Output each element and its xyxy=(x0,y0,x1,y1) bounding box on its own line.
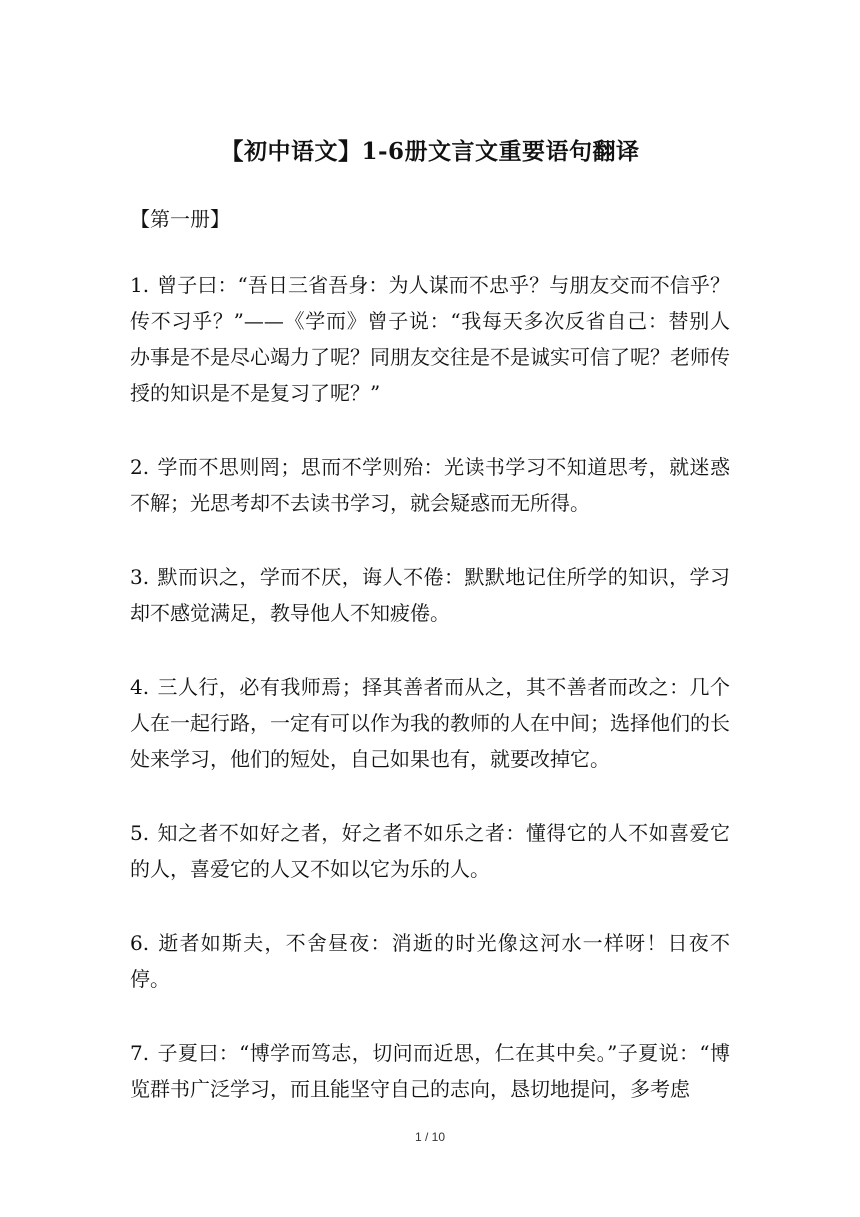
item-text: 子夏曰：“博学而笃志，切问而近思，仁在其中矣。”子夏说：“博览群书广泛学习，而且能坚守自己的志向，恳切地提问，多考虑 xyxy=(130,1041,730,1101)
item-text: 默而识之，学而不厌，诲人不倦：默默地记住所学的知识，学习却不感觉满足，教导他人不知疲倦。 xyxy=(130,565,730,625)
item-text: 曾子曰：“吾日三省吾身：为人谋而不忠乎？与朋友交而不信乎？传不习乎？”——《学而》曾子说：“我每天多次反省自己：替别人办事是不是尽心竭力了呢？同朋友交往是不是诚实可信了呢？老师传授的知识是不是复习了呢？” xyxy=(130,273,730,405)
list-item xyxy=(130,1035,730,1107)
item-number: 7. xyxy=(130,1041,150,1065)
item-text: 逝者如斯夫，不舍昼夜：消逝的时光像这河水一样呀！日夜不停。 xyxy=(130,931,730,991)
item-text: 学而不思则罔；思而不学则殆：光读书学习不知道思考，就迷惑不解；光思考却不去读书学习，就会疑惑而无所得。 xyxy=(130,455,730,515)
item-number: 1. xyxy=(130,273,150,297)
list-item xyxy=(130,559,730,631)
item-number: 3. xyxy=(130,565,150,589)
list-item xyxy=(130,669,730,777)
list-item xyxy=(130,815,730,887)
page-number: 1 / 10 xyxy=(414,1130,446,1144)
section-heading: 【第一册】 xyxy=(130,207,230,231)
page-title: 【初中语文】1-6册文言文重要语句翻译 xyxy=(220,138,640,165)
list-item xyxy=(130,449,730,521)
item-number: 4. xyxy=(130,675,150,699)
item-text: 三人行，必有我师焉；择其善者而从之，其不善者而改之：几个人在一起行路，一定有可以作为我的教师的人在中间；选择他们的长处来学习，他们的短处，自己如果也有，就要改掉它。 xyxy=(130,675,730,771)
translation-list xyxy=(130,267,730,1145)
list-item xyxy=(130,925,730,997)
item-number: 5. xyxy=(130,821,150,845)
item-number: 2. xyxy=(130,455,150,479)
item-number: 6. xyxy=(130,931,150,955)
item-text: 知之者不如好之者，好之者不如乐之者：懂得它的人不如喜爱它的人，喜爱它的人又不如以它为乐的人。 xyxy=(130,821,730,881)
list-item xyxy=(130,267,730,411)
